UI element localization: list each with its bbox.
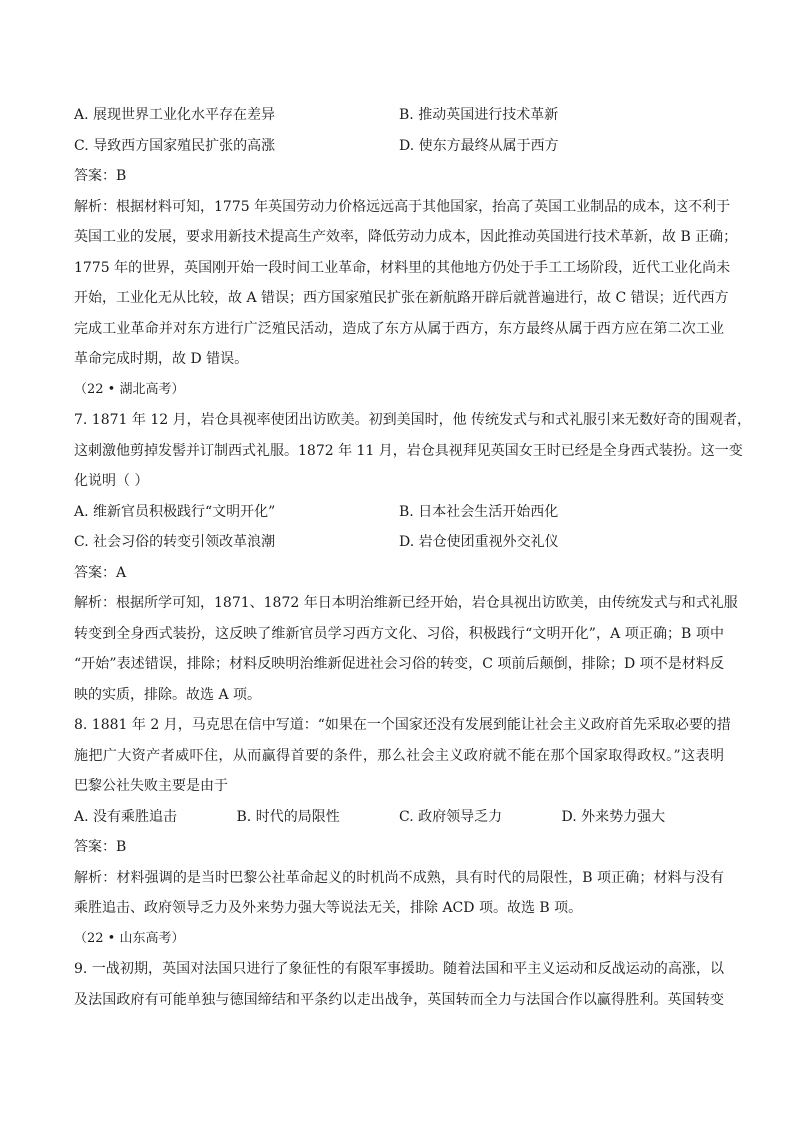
q7-option-c[interactable]: C. 社会习俗的转变引领改革浪潮 (74, 534, 276, 550)
q6-analysis-line: 革命完成时期，故 D 错误。 (74, 351, 249, 367)
q9-stem-line: 9. 一战初期，英国对法国只进行了象征性的有限军事援助。随着法国和平主义运动和反战运动的高涨，以 (74, 961, 724, 977)
q7-option-d[interactable]: D. 岩仓使团重视外交礼仪 (399, 534, 559, 550)
q8-stem-line: 8. 1881 年 2 月，马克思在信中写道：“如果在一个国家还没有发展到能让社会主义政府首先采取必要的措 (74, 717, 731, 733)
q8-options-row (74, 802, 724, 833)
q8-option-d[interactable]: D. 外来势力强大 (561, 808, 666, 825)
q8-stem-line: 巴黎公社失败主要是由于 (74, 778, 228, 794)
q6-analysis-line: 开始，工业化无从比较，故 A 错误；西方国家殖民扩张在新航路开辟后就普遍进行，故 C 错误；近代西方 (74, 290, 729, 306)
q6-analysis-line: 英国工业的发展，要求用新技术提高生产效率，降低劳动力成本，因此推动英国进行技术革新，故 B 正确； (74, 229, 738, 245)
q7-stem-line: 化说明（ ） (74, 473, 149, 489)
q7-analysis-line: 转变到全身西式装扮，这反映了维新官员学习西方文化、习俗，积极践行“文明开化”，A 项正确；B 项中 (74, 625, 724, 642)
q7-options-row-1 (74, 497, 724, 528)
q6-options-row-2 (74, 131, 724, 162)
q7-analysis-line: 映的实质，排除。故选 A 项。 (74, 686, 262, 703)
q7-option-a[interactable]: A. 维新官员积极践行“文明开化” (74, 503, 276, 520)
q6-analysis-line: 解析：根据材料可知，1775 年英国劳动力价格远远高于其他国家，抬高了英国工业制品的成本，这不利于 (74, 198, 731, 215)
q7-options-row-2 (74, 527, 724, 558)
q8-option-c[interactable]: C. 政府领导乏力 (399, 808, 503, 825)
q6-option-d[interactable]: D. 使东方最终从属于西方 (399, 137, 559, 154)
q7-analysis-line: 解析：根据所学可知，1871、1872 年日本明治维新已经开始，岩仓具视出访欧美，由传统发式与和式礼服 (74, 595, 738, 611)
q7-source: （22 • 湖北高考） (74, 381, 185, 397)
q8-option-a[interactable]: A. 没有乘胜追击 (74, 808, 178, 825)
q6-options-row-1 (74, 100, 724, 131)
q9-source: （22 • 山东高考） (74, 930, 185, 946)
q8-analysis-line: 解析：材料强调的是当时巴黎公社革命起义的时机尚不成熟，具有时代的局限性，B 项正确；材料与没有 (74, 869, 724, 886)
q7-analysis-line: “开始”表述错误，排除；材料反映明治维新促进社会习俗的转变，C 项前后颠倒，排除；D 项不是材料反 (74, 656, 724, 672)
q7-option-b[interactable]: B. 日本社会生活开始西化 (399, 503, 559, 520)
exam-page (74, 100, 752, 1015)
q6-analysis-line: 1775 年的世界，英国刚开始一段时间工业革命，材料里的其他地方仍处于手工工场阶段，近代工业化尚未 (74, 259, 731, 276)
q8-stem-line: 施把广大资产者威吓住，从而赢得首要的条件，那么社会主义政府就不能在那个国家取得政权。”这表明 (74, 747, 724, 764)
q6-option-b[interactable]: B. 推动英国进行技术革新 (399, 107, 559, 123)
q7-answer: 答案：A (74, 564, 127, 581)
q8-answer: 答案：B (74, 839, 127, 855)
q6-analysis-line: 完成工业革命并对东方进行广泛殖民活动，造成了东方从属于西方，东方最终从属于西方应在第二次工业 (74, 320, 724, 337)
q6-option-a[interactable]: A. 展现世界工业化水平存在差异 (74, 107, 276, 123)
q9-stem-line: 及法国政府有可能单独与德国缔结和平条约以走出战争，英国转而全力与法国合作以赢得胜利。英国转变 (74, 991, 724, 1008)
q6-answer: 答案：B (74, 168, 127, 184)
q7-stem-line: 7. 1871 年 12 月，岩仓具视率使团出访欧美。初到美国时，他 传统发式与和式礼服引来无数好奇的围观者， (74, 412, 752, 428)
q8-option-b[interactable]: B. 时代的局限性 (236, 808, 340, 825)
q6-option-c[interactable]: C. 导致西方国家殖民扩张的高涨 (74, 137, 276, 154)
q7-stem-line: 这刺激他剪掉发髻并订制西式礼服。1872 年 11 月，岩仓具视拜见英国女王时已经是全身西式装扮。这一变 (74, 442, 743, 459)
q8-analysis-line: 乘胜追击、政府领导乏力及外来势力强大等说法无关，排除 ACD 项。故选 B 项。 (74, 900, 583, 916)
